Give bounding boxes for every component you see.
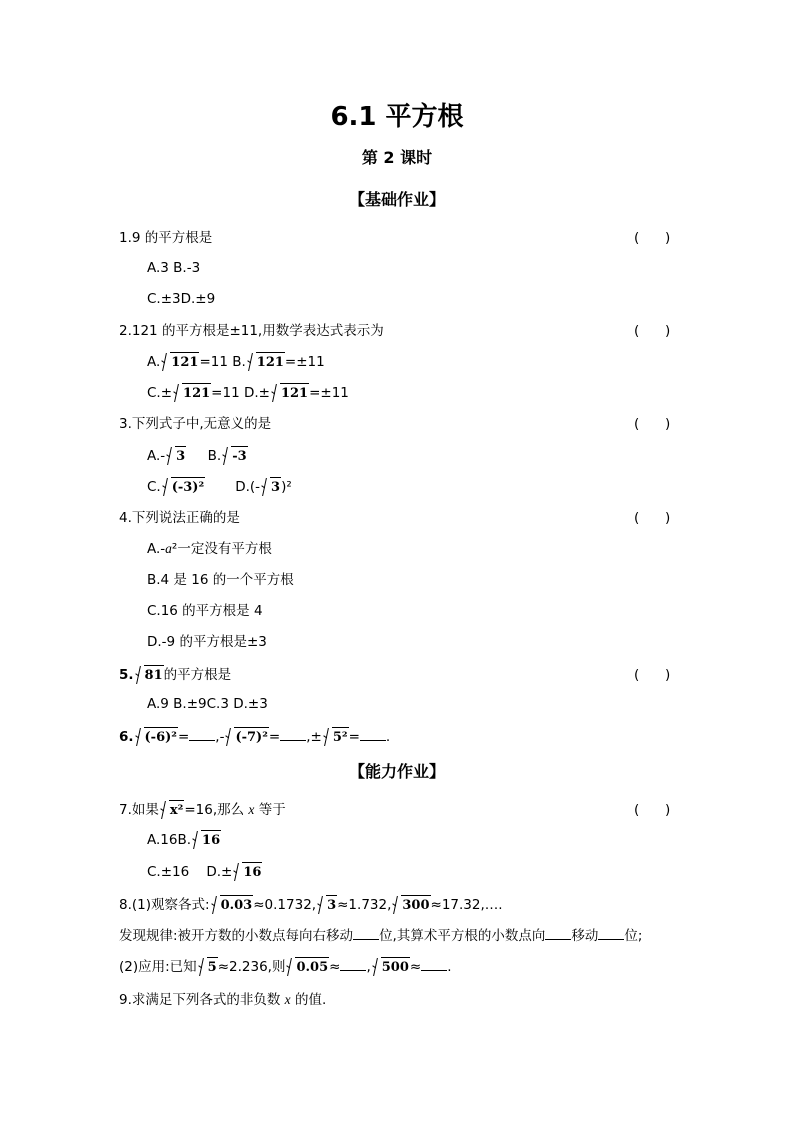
q8-app-blank-2[interactable] [421, 958, 447, 971]
question-3-answer-bracket: ( ) [634, 416, 671, 432]
question-2-stem: 2.121 的平方根是±11,用数学表达式表示为 [119, 323, 384, 339]
q8-rule-blank-1[interactable] [353, 927, 379, 940]
q6-blank-1[interactable] [189, 728, 215, 741]
q8-app-text-3: , [366, 959, 371, 975]
question-4-option-a [147, 539, 272, 559]
question-8-application [119, 957, 452, 978]
q4-a-prefix: A.- [147, 541, 166, 557]
question-7-answer-bracket: ( ) [634, 802, 671, 818]
q6-equals-1: = [177, 729, 190, 745]
question-2-options-ab [147, 352, 325, 373]
q8-app-end: . [447, 959, 452, 975]
q7-b-radical: 16 [192, 830, 221, 851]
q5-stem-text: 的平方根是 [163, 667, 232, 683]
q7-prefix: 7.如果 [119, 802, 159, 818]
q3-d-suffix: )² [281, 479, 292, 495]
q7-text-2: 等于 [254, 802, 286, 818]
q2-b-suffix: =±11 [284, 354, 325, 370]
q8-app-text-2: ≈ [329, 959, 341, 975]
q2-c-radical: 121 [173, 383, 211, 404]
q6-number: 6. [119, 729, 134, 745]
q2-a-suffix: =11 B. [199, 354, 246, 370]
q9-prefix: 9.求满足下列各式的非负数 [119, 992, 285, 1008]
question-2-options-cd [147, 383, 349, 404]
q8-app-blank-1[interactable] [340, 958, 366, 971]
q6-radical-3: 5² [323, 727, 349, 748]
q3-b-prefix: B. [186, 448, 222, 464]
q7-variable: x [248, 802, 255, 817]
q3-d-radical: 3 [261, 477, 281, 498]
q4-a-variable: a [165, 541, 172, 556]
question-4-stem: 4.下列说法正确的是 [119, 510, 240, 526]
question-7-options-cd [147, 862, 262, 883]
q8-value-2: ≈1.732, [337, 897, 392, 913]
q8-rule-text-4: 位; [624, 928, 643, 944]
q6-blank-2[interactable] [280, 728, 306, 741]
q2-d-radical: 121 [271, 383, 309, 404]
question-6-stem [119, 727, 390, 748]
q3-d-prefix: D.(- [205, 479, 261, 495]
q7-c-text: C.±16 D.± [147, 864, 233, 880]
section-ability-heading: 【能力作业】 [348, 762, 445, 781]
question-1-options-cd: C.±3D.±9 [147, 291, 216, 307]
question-3-options-ab [147, 446, 248, 467]
question-4-option-d: D.-9 的平方根是±3 [147, 634, 267, 650]
question-4-answer-bracket: ( ) [634, 510, 671, 526]
q8-rule-text-3: 移动 [571, 928, 599, 944]
q8-prefix: 8.(1)观察各式: [119, 897, 210, 913]
q6-sep-1: ,- [215, 729, 225, 745]
q6-radical-2: (-7)² [225, 727, 268, 748]
q8-rule-blank-2[interactable] [545, 927, 571, 940]
q8-radical-1: 0.03 [211, 895, 254, 916]
q2-c-suffix: =11 D.± [211, 385, 270, 401]
question-3-options-cd [147, 477, 292, 498]
lesson-subtitle: 第 2 课时 [361, 148, 433, 167]
question-4-option-c: C.16 的平方根是 4 [147, 603, 263, 619]
q8-app-radical-1: 5 [198, 957, 218, 978]
question-8-rule [119, 926, 642, 946]
question-8-part-1 [119, 895, 503, 916]
q8-app-text-4: ≈ [409, 959, 422, 975]
question-7-options-ab [147, 830, 221, 851]
q6-end: . [385, 729, 391, 745]
q7-radical: x² [160, 800, 184, 821]
q9-variable: x [284, 992, 291, 1007]
question-2-answer-bracket: ( ) [634, 323, 671, 339]
q3-a-prefix: A.- [147, 448, 166, 464]
q2-c-prefix: C.± [147, 385, 173, 401]
q6-blank-3[interactable] [360, 728, 386, 741]
q5-number: 5. [119, 667, 134, 683]
q2-d-suffix: =±11 [309, 385, 349, 401]
question-5-answer-bracket: ( ) [634, 667, 671, 683]
q3-a-radical: 3 [166, 446, 186, 467]
q8-app-radical-3: 500 [372, 957, 410, 978]
q3-c-radical: (-3)² [162, 477, 205, 498]
q8-app-prefix: (2)应用:已知 [119, 959, 197, 975]
q8-app-text-1: ≈2.236,则 [217, 959, 286, 975]
q7-d-radical: 16 [233, 862, 262, 883]
q5-radical: 81 [135, 665, 164, 686]
question-7-stem [119, 800, 286, 821]
q2-a-prefix: A. [147, 354, 161, 370]
question-4-option-b: B.4 是 16 的一个平方根 [147, 572, 294, 588]
q8-rule-blank-3[interactable] [598, 927, 624, 940]
q8-value-3: ≈17.32,…. [430, 897, 503, 913]
q3-c-prefix: C. [147, 479, 161, 495]
q6-radical-1: (-6)² [135, 727, 178, 748]
q8-radical-3: 300 [392, 895, 430, 916]
q6-sep-2: ,± [306, 729, 322, 745]
question-5-options: A.9 B.±9C.3 D.±3 [147, 696, 268, 712]
q3-b-radical: -3 [222, 446, 247, 467]
question-1-stem: 1.9 的平方根是 [119, 230, 213, 246]
q8-rule-text-2: 位,其算术平方根的小数点向 [379, 928, 546, 944]
q8-app-radical-2: 0.05 [286, 957, 329, 978]
question-9-stem [119, 990, 326, 1010]
q9-suffix: 的值. [290, 992, 327, 1008]
question-5-stem [119, 665, 231, 686]
q8-value-1: ≈0.1732, [253, 897, 317, 913]
question-3-stem: 3.下列式子中,无意义的是 [119, 416, 272, 432]
q8-rule-text-1: 发现规律:被开方数的小数点每向右移动 [119, 928, 354, 944]
q6-equals-3: = [348, 729, 360, 745]
q2-a-radical: 121 [161, 352, 199, 373]
q2-b-radical: 121 [247, 352, 285, 373]
q6-equals-2: = [268, 729, 281, 745]
q4-a-suffix: ²一定没有平方根 [171, 541, 272, 557]
q7-text: =16,那么 [184, 802, 249, 818]
section-basic-heading: 【基础作业】 [348, 190, 445, 209]
question-1-options-ab: A.3 B.-3 [147, 260, 201, 276]
q8-radical-2: 3 [317, 895, 337, 916]
question-1-answer-bracket: ( ) [634, 230, 671, 246]
page-title: 6.1 平方根 [330, 102, 464, 132]
q7-a-text: A.16B. [147, 832, 192, 848]
